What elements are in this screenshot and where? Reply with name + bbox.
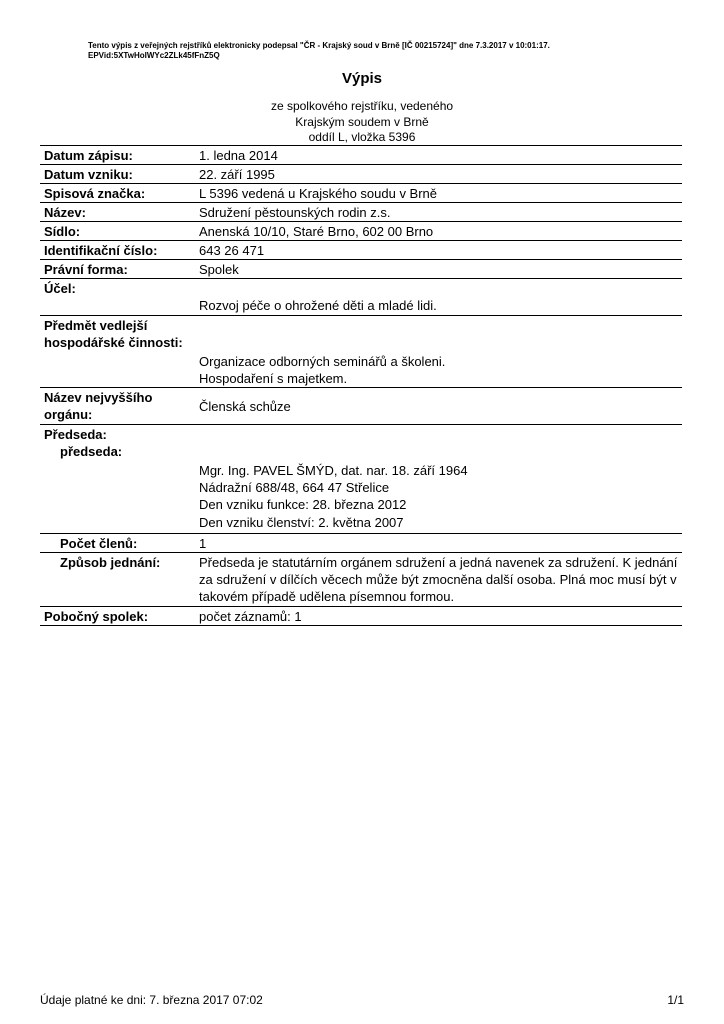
- subtitle-section: oddíl L, vložka 5396: [308, 130, 416, 144]
- record-value: L 5396 vedená u Krajského soudu v Brně: [199, 186, 438, 201]
- signature-epvid: EPVid:5XTwHoIWYc2ZLk45fFnZ5Q: [88, 51, 220, 60]
- chairman-function-start: Den vzniku funkce: 28. března 2012: [199, 497, 407, 513]
- record-zpusob-jednani: [40, 553, 682, 607]
- record-predmet-vedlejsi-cinnosti: [40, 316, 682, 388]
- record-label: [44, 317, 183, 351]
- record-value: Spolek: [199, 262, 239, 277]
- subtitle-court: Krajským soudem v Brně: [295, 114, 429, 129]
- record-nazev: [40, 203, 682, 222]
- record-value: 643 26 471: [199, 243, 265, 258]
- subtitle-registry: ze spolkového rejstříku, vedeného: [270, 99, 454, 113]
- record-label: Sídlo:: [44, 224, 81, 239]
- record-value: [199, 462, 468, 531]
- record-label: Název:: [44, 205, 86, 220]
- document-subtitle: [0, 99, 724, 146]
- registry-records: [40, 145, 682, 626]
- electronic-signature-note: [88, 41, 688, 61]
- record-label: Datum zápisu:: [44, 148, 133, 163]
- record-value: Předseda je statutárním orgánem sdružení a jedná navenek za sdružení. K jednání za sdružení v dílčích věcech může být zmocněna další osoba. Plná moc musí být v takovém případě udělena písemnou formou.: [199, 555, 678, 605]
- record-pobocny-spolek: [40, 607, 682, 626]
- signature-line-1: Tento výpis z veřejných rejstříků elektronicky podepsal "ČR - Krajský soud v Brně [IČ 00215724]" dne 7.3.2017 v 10:01:17.: [88, 41, 550, 50]
- chairman-name: Mgr. Ing. PAVEL ŠMÝD, dat. nar. 18. září 1964: [199, 463, 468, 478]
- record-value: počet záznamů: 1: [199, 609, 302, 624]
- chairman-membership-start: Den vzniku členství: 2. května 2007: [199, 514, 404, 530]
- record-datum-zapisu: [40, 145, 682, 165]
- record-value-line: Hospodaření s majetkem.: [199, 371, 348, 387]
- record-label: Právní forma:: [44, 262, 128, 277]
- record-predseda: [40, 425, 682, 534]
- record-label: Účel:: [44, 281, 76, 296]
- record-value: 1: [199, 536, 207, 551]
- chairman-address: Nádražní 688/48, 664 47 Střelice: [199, 480, 390, 496]
- document-title: Výpis: [341, 70, 383, 87]
- record-sublabel: předseda:: [60, 444, 123, 459]
- record-label-line: Název nejvyššího: [44, 390, 153, 405]
- record-value: Členská schůze: [199, 399, 291, 414]
- record-label-line: orgánu:: [44, 407, 93, 423]
- record-label-line: hospodářské činnosti:: [44, 335, 183, 351]
- record-label: Spisová značka:: [44, 186, 146, 201]
- record-label: Identifikační číslo:: [44, 243, 158, 258]
- record-label: Pobočný spolek:: [44, 609, 149, 624]
- record-value: [199, 353, 445, 387]
- record-ucel: [40, 279, 682, 316]
- record-value: 1. ledna 2014: [199, 148, 278, 163]
- record-value: Rozvoj péče o ohrožené děti a mladé lidi.: [199, 298, 437, 313]
- record-label: Způsob jednání:: [60, 555, 161, 570]
- record-label: [44, 389, 152, 423]
- record-datum-vzniku: [40, 165, 682, 184]
- record-label: Předseda:: [44, 427, 107, 442]
- record-value: Anenská 10/10, Staré Brno, 602 00 Brno: [199, 224, 434, 239]
- record-value-line: Organizace odborných seminářů a školeni.: [199, 354, 446, 369]
- record-label-line: Předmět vedlejší: [44, 318, 148, 333]
- record-ico: [40, 241, 682, 260]
- record-spisova-znacka: [40, 184, 682, 203]
- record-label: Počet členů:: [60, 536, 138, 551]
- footer-page-number: 1/1: [667, 993, 684, 1007]
- record-pravni-forma: [40, 260, 682, 279]
- record-label: Datum vzniku:: [44, 167, 133, 182]
- record-value: Sdružení pěstounských rodin z.s.: [199, 205, 391, 220]
- record-nejvyssi-organ: [40, 388, 682, 425]
- record-value: 22. září 1995: [199, 167, 275, 182]
- record-sidlo: [40, 222, 682, 241]
- record-pocet-clenu: [40, 534, 682, 553]
- footer-validity-date: Údaje platné ke dni: 7. března 2017 07:02: [40, 993, 263, 1007]
